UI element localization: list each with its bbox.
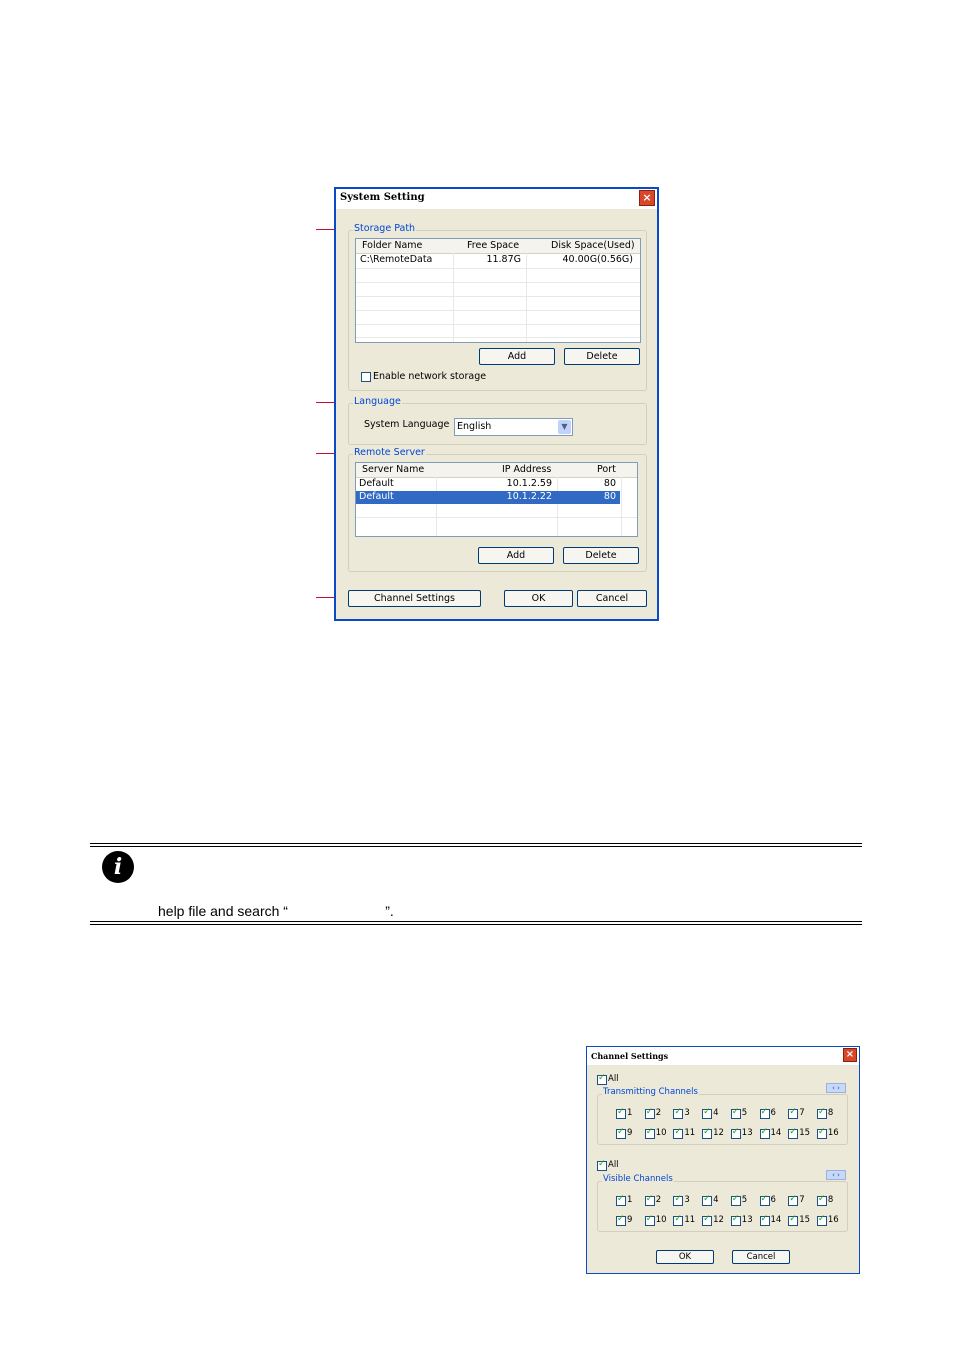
col-free-space[interactable]: Free Space: [467, 240, 520, 251]
grid-line: [356, 282, 640, 283]
visible-channel-10-checkbox[interactable]: [645, 1216, 655, 1226]
remote-server-legend: Remote Server: [354, 447, 425, 458]
visible-channel-4-label: 4: [713, 1195, 719, 1205]
note-top-rule-inner: [90, 846, 862, 847]
visible-channel-9-checkbox[interactable]: [616, 1216, 626, 1226]
system-language-label: System Language: [364, 419, 450, 430]
col-disk-space[interactable]: Disk Space(Used): [551, 240, 635, 251]
transmitting-channels-group: [597, 1087, 848, 1145]
visible-channel-11-checkbox[interactable]: [673, 1216, 683, 1226]
visible-channel-13-label: 13: [741, 1215, 753, 1225]
system-setting-window: [334, 187, 659, 621]
visible-channel-12-checkbox[interactable]: [702, 1216, 712, 1226]
transmitting-channel-3-label: 3: [684, 1108, 690, 1118]
grid-line: [356, 517, 637, 518]
visible-channel-6-label: 6: [770, 1195, 776, 1205]
transmitting-channel-15-checkbox[interactable]: [788, 1129, 798, 1139]
transmitting-channel-11-label: 11: [684, 1128, 696, 1138]
ok-button[interactable]: OK: [504, 590, 573, 607]
visible-channel-8-label: 8: [827, 1195, 834, 1205]
visible-channels-group: [597, 1174, 848, 1232]
transmitting-channel-6-checkbox[interactable]: [760, 1109, 770, 1119]
visible-channel-1-checkbox[interactable]: [616, 1196, 626, 1206]
note-text: help file and search “ ”.: [158, 903, 394, 919]
visible-channel-3-label: 3: [684, 1195, 690, 1205]
col-folder-name[interactable]: Folder Name: [362, 240, 423, 251]
transmitting-channels-legend: Transmitting Channels: [603, 1087, 698, 1097]
channel-settings-window: [586, 1046, 860, 1274]
visible-channel-12-label: 12: [713, 1215, 724, 1225]
server-add-button[interactable]: Add: [478, 547, 554, 564]
window-title: Channel Settings: [591, 1051, 669, 1061]
storage-list-header: [356, 239, 640, 254]
transmitting-channel-16-checkbox[interactable]: [817, 1129, 827, 1139]
grid-line: [356, 337, 640, 338]
visible-channel-3-checkbox[interactable]: [673, 1196, 683, 1206]
system-language-value: English: [457, 421, 492, 432]
enable-network-storage-checkbox[interactable]: [361, 372, 371, 382]
transmitting-channel-8-checkbox[interactable]: [817, 1109, 827, 1119]
all-transmitting-checkbox[interactable]: [597, 1075, 607, 1085]
transmitting-channel-2-checkbox[interactable]: [645, 1109, 655, 1119]
visible-channel-4-checkbox[interactable]: [702, 1196, 712, 1206]
table-row[interactable]: [356, 254, 640, 267]
channel-ok-button[interactable]: OK: [656, 1250, 714, 1264]
transmitting-channel-9-checkbox[interactable]: [616, 1129, 626, 1139]
channel-cancel-button[interactable]: Cancel: [732, 1250, 790, 1264]
close-icon[interactable]: ×: [639, 190, 655, 206]
transmitting-channel-4-label: 4: [713, 1108, 719, 1118]
language-group: [348, 396, 647, 445]
ip-address-cell: 10.1.2.22: [506, 491, 552, 502]
note-bottom-rule-inner: [90, 924, 862, 925]
visible-channel-2-checkbox[interactable]: [645, 1196, 655, 1206]
transmitting-channel-2-label: 2: [655, 1108, 662, 1118]
grid-line: [356, 268, 640, 269]
visible-scroll-arrows-icon[interactable]: ‹ ›: [826, 1170, 846, 1180]
transmitting-channel-10-label: 10: [655, 1128, 667, 1138]
free-space-cell: 11.87G: [486, 254, 521, 265]
transmitting-scroll-arrows-icon[interactable]: ‹ ›: [826, 1083, 846, 1093]
window-title: System Setting: [340, 192, 425, 203]
chevron-down-icon[interactable]: ▼: [558, 420, 571, 434]
transmitting-channel-1-checkbox[interactable]: [616, 1109, 626, 1119]
info-icon: i: [102, 851, 134, 883]
storage-path-list[interactable]: [355, 238, 641, 343]
transmitting-channel-12-checkbox[interactable]: [702, 1129, 712, 1139]
folder-name-cell: C:\RemoteData: [360, 254, 433, 265]
visible-channel-6-checkbox[interactable]: [760, 1196, 770, 1206]
language-legend: Language: [354, 396, 401, 407]
visible-channels-legend: Visible Channels: [603, 1174, 673, 1184]
title-bar: [587, 1047, 859, 1065]
transmitting-channel-13-label: 13: [741, 1128, 753, 1138]
visible-channel-8-checkbox[interactable]: [817, 1196, 827, 1206]
transmitting-channel-14-checkbox[interactable]: [760, 1129, 770, 1139]
visible-channel-15-label: 15: [799, 1215, 811, 1225]
transmitting-channel-5-checkbox[interactable]: [731, 1109, 741, 1119]
visible-channel-16-checkbox[interactable]: [817, 1216, 827, 1226]
storage-delete-button[interactable]: Delete: [564, 348, 640, 365]
visible-channel-5-label: 5: [741, 1195, 748, 1205]
channel-settings-button[interactable]: Channel Settings: [348, 590, 481, 607]
visible-channel-7-label: 7: [799, 1195, 805, 1205]
grid-line: [356, 310, 640, 311]
title-bar: [336, 189, 657, 209]
transmitting-channel-5-label: 5: [741, 1108, 748, 1118]
remote-server-group: [348, 447, 647, 572]
grid-line: [356, 296, 640, 297]
cancel-button[interactable]: Cancel: [577, 590, 647, 607]
transmitting-channel-15-label: 15: [799, 1128, 811, 1138]
col-ip-address[interactable]: IP Address: [502, 464, 552, 475]
transmitting-channel-7-checkbox[interactable]: [788, 1109, 798, 1119]
port-cell: 80: [603, 491, 616, 502]
all-visible-label: All: [608, 1160, 619, 1170]
transmitting-channel-7-label: 7: [799, 1108, 805, 1118]
visible-channel-1-label: 1: [627, 1195, 633, 1205]
visible-channel-13-checkbox[interactable]: [731, 1216, 741, 1226]
server-name-cell: Default: [359, 491, 394, 502]
transmitting-channel-9-label: 9: [627, 1128, 633, 1138]
all-visible-checkbox[interactable]: [597, 1161, 607, 1171]
transmitting-channel-11-checkbox[interactable]: [673, 1129, 683, 1139]
visible-channel-2-label: 2: [655, 1195, 662, 1205]
transmitting-channel-6-label: 6: [770, 1108, 776, 1118]
col-port[interactable]: Port: [597, 464, 616, 475]
visible-channel-7-checkbox[interactable]: [788, 1196, 798, 1206]
disk-space-cell: 40.00G(0.56G): [562, 254, 633, 265]
server-delete-button[interactable]: Delete: [563, 547, 639, 564]
system-language-select[interactable]: [454, 418, 573, 436]
server-name-cell: Default: [359, 478, 394, 489]
visible-channel-10-label: 10: [655, 1215, 667, 1225]
transmitting-channel-3-checkbox[interactable]: [673, 1109, 683, 1119]
visible-channel-14-label: 14: [770, 1215, 782, 1225]
table-row[interactable]: [356, 478, 637, 491]
transmitting-channel-13-checkbox[interactable]: [731, 1129, 741, 1139]
transmitting-channel-16-label: 16: [827, 1128, 839, 1138]
col-server-name[interactable]: Server Name: [362, 464, 425, 475]
transmitting-channel-10-checkbox[interactable]: [645, 1129, 655, 1139]
close-icon[interactable]: ×: [843, 1048, 857, 1062]
note-bottom-rule: [90, 921, 862, 922]
transmitting-channel-12-label: 12: [713, 1128, 724, 1138]
note-top-rule: [90, 843, 862, 844]
visible-channel-14-checkbox[interactable]: [760, 1216, 770, 1226]
ip-address-cell: 10.1.2.59: [506, 478, 552, 489]
all-transmitting-label: All: [608, 1074, 619, 1084]
transmitting-channel-8-label: 8: [827, 1108, 834, 1118]
visible-channel-15-checkbox[interactable]: [788, 1216, 798, 1226]
visible-channel-16-label: 16: [827, 1215, 839, 1225]
enable-network-storage-label: Enable network storage: [373, 371, 487, 382]
storage-path-group: [348, 223, 647, 391]
storage-add-button[interactable]: Add: [479, 348, 555, 365]
server-list-header: [356, 463, 637, 478]
port-cell: 80: [603, 478, 616, 489]
grid-line: [356, 324, 640, 325]
remote-server-list[interactable]: [355, 462, 638, 537]
transmitting-channel-14-label: 14: [770, 1128, 782, 1138]
storage-path-legend: Storage Path: [354, 223, 416, 234]
table-row-selected[interactable]: [356, 491, 620, 504]
transmitting-channel-4-checkbox[interactable]: [702, 1109, 712, 1119]
visible-channel-5-checkbox[interactable]: [731, 1196, 741, 1206]
visible-channel-9-label: 9: [627, 1215, 633, 1225]
visible-channel-11-label: 11: [684, 1215, 696, 1225]
transmitting-channel-1-label: 1: [627, 1108, 633, 1118]
